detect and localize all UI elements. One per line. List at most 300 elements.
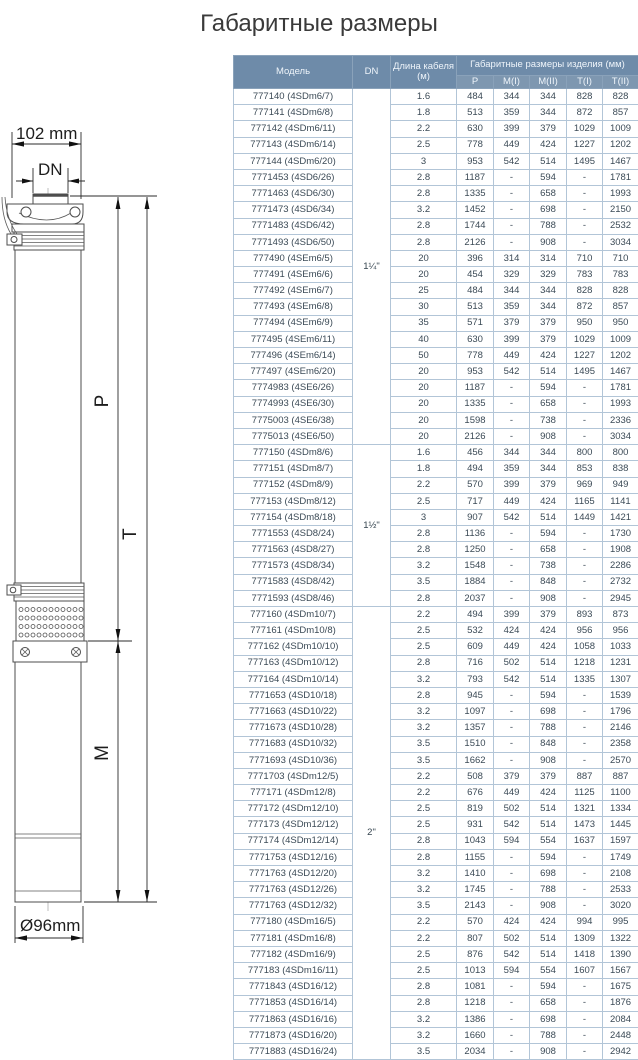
dim-value-cell: 514: [530, 671, 567, 687]
dim-value-cell: -: [494, 412, 530, 428]
dim-value-cell: 449: [494, 137, 530, 153]
dim-value-cell: 1009: [603, 121, 638, 137]
table-row: [234, 946, 638, 962]
dim-value-cell: 1598: [457, 412, 494, 428]
dim-value-cell: 949: [603, 477, 638, 493]
model-cell: 7771863 (4SD16/16): [234, 1011, 353, 1027]
model-cell: 777183 (4SDm16/11): [234, 963, 353, 979]
t-dimension: [120, 197, 149, 902]
dim-value-cell: -: [494, 574, 530, 590]
dim-value-cell: 1165: [567, 493, 603, 509]
dim-value-cell: 1607: [567, 963, 603, 979]
model-cell: 777143 (4SDm6/14): [234, 137, 353, 153]
dim-value-cell: 800: [603, 445, 638, 461]
cable-length-cell: 3.5: [391, 574, 457, 590]
dim-value-cell: -: [567, 186, 603, 202]
dim-value-cell: 931: [457, 817, 494, 833]
dim-value-cell: 994: [567, 914, 603, 930]
dim-value-cell: 1227: [567, 137, 603, 153]
dim-value-cell: 344: [530, 299, 567, 315]
dim-value-cell: 1418: [567, 946, 603, 962]
dim-value-cell: 379: [530, 768, 567, 784]
model-cell: 777496 (4SEm6/14): [234, 348, 353, 364]
table-row: [234, 186, 638, 202]
model-cell: 7771763 (4SD12/26): [234, 882, 353, 898]
dim-value-cell: 969: [567, 477, 603, 493]
dim-value-cell: 1749: [603, 849, 638, 865]
model-cell: 7771663 (4SD10/22): [234, 704, 353, 720]
model-cell: 7774993 (4SE6/30): [234, 396, 353, 412]
dim-value-cell: -: [567, 412, 603, 428]
dim-value-cell: 449: [494, 785, 530, 801]
dim-value-cell: 2945: [603, 590, 638, 606]
model-cell: 7775013 (4SE6/50): [234, 428, 353, 444]
table-row: [234, 720, 638, 736]
lower-cable-guard: [7, 583, 84, 601]
table-row: [234, 590, 638, 606]
dim-value-cell: -: [567, 1027, 603, 1043]
table-row: [234, 396, 638, 412]
table-row: [234, 1011, 638, 1027]
table-row: [234, 461, 638, 477]
dim-value-cell: 1993: [603, 396, 638, 412]
dim-value-cell: -: [494, 428, 530, 444]
model-cell: 7771673 (4SD10/28): [234, 720, 353, 736]
table-row: [234, 153, 638, 169]
dim-value-cell: 1136: [457, 526, 494, 542]
dim-value-cell: 424: [530, 348, 567, 364]
table-row: [234, 509, 638, 525]
dim-value-cell: 379: [530, 477, 567, 493]
dim-value-cell: -: [494, 866, 530, 882]
model-cell: 777150 (4SDm8/6): [234, 445, 353, 461]
dim-value-cell: 1187: [457, 380, 494, 396]
table-row: [234, 283, 638, 299]
dim-value-cell: 379: [494, 768, 530, 784]
cable-length-cell: 2.8: [391, 590, 457, 606]
dim-value-cell: 1744: [457, 218, 494, 234]
model-cell: 7774983 (4SE6/26): [234, 380, 353, 396]
dim-value-cell: 508: [457, 768, 494, 784]
dim-value-cell: 1410: [457, 866, 494, 882]
cable-length-cell: 2.2: [391, 768, 457, 784]
dim-value-cell: 1322: [603, 930, 638, 946]
col-header-cable-length: Длина кабеля (м): [391, 56, 457, 89]
cable-length-cell: 2.5: [391, 801, 457, 817]
dim-value-cell: 1307: [603, 671, 638, 687]
dim-value-cell: 399: [494, 331, 530, 347]
cable-length-cell: 3.2: [391, 866, 457, 882]
dim-value-cell: 828: [603, 283, 638, 299]
dim-value-cell: 424: [530, 639, 567, 655]
dim-value-cell: 828: [567, 89, 603, 105]
cable-length-cell: 2.8: [391, 169, 457, 185]
dim-value-cell: 1548: [457, 558, 494, 574]
dim-value-cell: -: [494, 1011, 530, 1027]
dim-value-cell: 542: [494, 946, 530, 962]
dim-value-cell: 1335: [457, 396, 494, 412]
dim-value-cell: 1473: [567, 817, 603, 833]
dim-value-cell: 658: [530, 542, 567, 558]
cable-length-cell: 2.2: [391, 914, 457, 930]
dim-value-cell: -: [494, 526, 530, 542]
table-row: [234, 866, 638, 882]
cable-length-cell: 30: [391, 299, 457, 315]
table-row: [234, 137, 638, 153]
dim-value-cell: 1908: [603, 542, 638, 558]
dim-value-cell: 658: [530, 186, 567, 202]
dim-value-cell: 908: [530, 898, 567, 914]
model-cell: 7771553 (4SD8/24): [234, 526, 353, 542]
dim-value-cell: 542: [494, 671, 530, 687]
dim-value-cell: 542: [494, 509, 530, 525]
dim-value-cell: 953: [457, 364, 494, 380]
page-title: Габаритные размеры: [0, 10, 638, 38]
model-cell: 777153 (4SDm8/12): [234, 493, 353, 509]
dim-value-cell: 658: [530, 396, 567, 412]
model-cell: 7771763 (4SD12/20): [234, 866, 353, 882]
model-cell: 777495 (4SEm6/11): [234, 331, 353, 347]
table-row: [234, 493, 638, 509]
model-cell: 7771683 (4SD10/32): [234, 736, 353, 752]
dim-value-cell: 1009: [603, 331, 638, 347]
dim-value-cell: 1250: [457, 542, 494, 558]
dim-value-cell: 513: [457, 299, 494, 315]
dim-value-cell: 2084: [603, 1011, 638, 1027]
dim-value-cell: 2146: [603, 720, 638, 736]
table-row: [234, 542, 638, 558]
dim-value-cell: 788: [530, 218, 567, 234]
dim-value-cell: 502: [494, 801, 530, 817]
dim-value-cell: 1202: [603, 348, 638, 364]
dim-value-cell: 344: [530, 461, 567, 477]
dim-value-cell: 542: [494, 817, 530, 833]
dim-value-cell: -: [567, 849, 603, 865]
dim-value-cell: 424: [530, 785, 567, 801]
dim-value-cell: 738: [530, 558, 567, 574]
table-row: [234, 348, 638, 364]
dim-value-cell: -: [494, 752, 530, 768]
dim-value-cell: 542: [494, 364, 530, 380]
table-row: [234, 477, 638, 493]
dim-value-cell: 3034: [603, 428, 638, 444]
table-row: [234, 574, 638, 590]
dim-value-cell: 1495: [567, 364, 603, 380]
dim-value-cell: 344: [494, 283, 530, 299]
dim-value-cell: 1510: [457, 736, 494, 752]
cable-length-cell: 2.5: [391, 639, 457, 655]
dim-value-cell: 1567: [603, 963, 638, 979]
dim-value-cell: 908: [530, 1044, 567, 1060]
dim-value-cell: 1309: [567, 930, 603, 946]
cable-length-cell: 2.2: [391, 607, 457, 623]
cable-length-cell: 3.2: [391, 202, 457, 218]
model-cell: 7771883 (4SD16/24): [234, 1044, 353, 1060]
cable-length-cell: 50: [391, 348, 457, 364]
dim-value-cell: 630: [457, 121, 494, 137]
t-dimension-label: T: [120, 528, 141, 540]
dim-value-cell: 1467: [603, 153, 638, 169]
table-row: [234, 882, 638, 898]
dim-value-cell: 594: [530, 169, 567, 185]
col-header-ti: T(I): [567, 76, 603, 89]
cable-length-cell: 1.8: [391, 105, 457, 121]
dim-value-cell: -: [494, 542, 530, 558]
dim-value-cell: 484: [457, 283, 494, 299]
motor-body: [15, 662, 81, 902]
dim-value-cell: 514: [530, 817, 567, 833]
dim-value-cell: 379: [494, 315, 530, 331]
dim-value-cell: 1539: [603, 687, 638, 703]
model-cell: 7771703 (4SDm12/5): [234, 768, 353, 784]
cable-length-cell: 2.5: [391, 946, 457, 962]
dim-value-cell: 344: [530, 89, 567, 105]
cable-length-cell: 3.5: [391, 898, 457, 914]
dim-value-cell: 344: [530, 105, 567, 121]
dim-value-cell: -: [567, 218, 603, 234]
cable-length-cell: 2.8: [391, 849, 457, 865]
upper-cable-guard: [7, 232, 84, 250]
dim-value-cell: 514: [530, 509, 567, 525]
dn-cell: 1¼": [353, 89, 391, 445]
table-row: [234, 250, 638, 266]
dim-value-cell: 1745: [457, 882, 494, 898]
dim-value-cell: 502: [494, 655, 530, 671]
dim-value-cell: 907: [457, 509, 494, 525]
table-row: [234, 445, 638, 461]
dim-value-cell: 698: [530, 866, 567, 882]
model-cell: 777151 (4SDm8/7): [234, 461, 353, 477]
cable-length-cell: 2.2: [391, 930, 457, 946]
table-row: [234, 1044, 638, 1060]
model-cell: 7771653 (4SD10/18): [234, 687, 353, 703]
table-row: [234, 849, 638, 865]
m-dimension-label: M: [92, 745, 113, 761]
dim-value-cell: 314: [530, 250, 567, 266]
col-header-mii: M(II): [530, 76, 567, 89]
dim-value-cell: 514: [530, 655, 567, 671]
cable-length-cell: 2.5: [391, 137, 457, 153]
dim-value-cell: 494: [457, 607, 494, 623]
dim-value-cell: 1218: [567, 655, 603, 671]
diameter-dimension: [15, 906, 83, 943]
dim-value-cell: 945: [457, 687, 494, 703]
dim-value-cell: 893: [567, 607, 603, 623]
dim-value-cell: 609: [457, 639, 494, 655]
dim-value-cell: 2448: [603, 1027, 638, 1043]
dim-value-cell: 848: [530, 574, 567, 590]
model-cell: 777181 (4SDm16/8): [234, 930, 353, 946]
dim-value-cell: -: [567, 574, 603, 590]
table-row: [234, 202, 638, 218]
cable-length-cell: 20: [391, 250, 457, 266]
dim-value-cell: 514: [530, 946, 567, 962]
dim-value-cell: 716: [457, 655, 494, 671]
model-cell: 7771593 (4SD8/46): [234, 590, 353, 606]
table-row: [234, 785, 638, 801]
cable-length-cell: 2.5: [391, 623, 457, 639]
dim-value-cell: 2358: [603, 736, 638, 752]
col-header-dn: DN: [353, 56, 391, 89]
dim-value-cell: -: [567, 736, 603, 752]
dim-value-cell: 1231: [603, 655, 638, 671]
dim-value-cell: 2126: [457, 428, 494, 444]
dim-value-cell: 2037: [457, 590, 494, 606]
dn-dimension-label: DN: [38, 160, 63, 179]
cable-length-cell: 35: [391, 315, 457, 331]
dim-value-cell: 2732: [603, 574, 638, 590]
dim-value-cell: 908: [530, 752, 567, 768]
cable-length-cell: 3.2: [391, 882, 457, 898]
model-cell: 777154 (4SDm8/18): [234, 509, 353, 525]
dim-value-cell: -: [567, 752, 603, 768]
dim-value-cell: 630: [457, 331, 494, 347]
dim-value-cell: 908: [530, 590, 567, 606]
table-row: [234, 380, 638, 396]
table-row: [234, 752, 638, 768]
dim-value-cell: 1445: [603, 817, 638, 833]
dim-value-cell: 594: [530, 526, 567, 542]
table-row: [234, 995, 638, 1011]
model-cell: 777174 (4SDm12/14): [234, 833, 353, 849]
dim-value-cell: 1187: [457, 169, 494, 185]
model-cell: 777164 (4SDm10/14): [234, 671, 353, 687]
dim-value-cell: 594: [530, 979, 567, 995]
model-cell: 777182 (4SDm16/9): [234, 946, 353, 962]
dim-value-cell: -: [567, 882, 603, 898]
table-row: [234, 979, 638, 995]
dim-value-cell: 2533: [603, 882, 638, 898]
dim-value-cell: 594: [530, 687, 567, 703]
cable-length-cell: 2.5: [391, 817, 457, 833]
dim-value-cell: 570: [457, 477, 494, 493]
dim-value-cell: 676: [457, 785, 494, 801]
dim-value-cell: -: [494, 558, 530, 574]
dim-value-cell: 848: [530, 736, 567, 752]
table-row: [234, 299, 638, 315]
dim-value-cell: 953: [457, 153, 494, 169]
cable-length-cell: 2.5: [391, 963, 457, 979]
dim-value-cell: 1335: [567, 671, 603, 687]
cable-length-cell: 3.5: [391, 752, 457, 768]
col-header-dims-group: Габаритные размеры изделия (мм): [457, 56, 638, 76]
cable-length-cell: 1.6: [391, 89, 457, 105]
col-header-tii: T(II): [603, 76, 638, 89]
dim-value-cell: 956: [567, 623, 603, 639]
cable-length-cell: 20: [391, 396, 457, 412]
dim-value-cell: 1029: [567, 331, 603, 347]
dim-value-cell: 329: [530, 267, 567, 283]
cable-length-cell: 1.8: [391, 461, 457, 477]
p-m-dimension: [92, 197, 120, 902]
dim-value-cell: 698: [530, 202, 567, 218]
cable-length-cell: 20: [391, 364, 457, 380]
dim-value-cell: -: [567, 202, 603, 218]
dim-value-cell: -: [567, 542, 603, 558]
dim-value-cell: 887: [567, 768, 603, 784]
dim-value-cell: -: [567, 720, 603, 736]
table-row: [234, 914, 638, 930]
dim-value-cell: 2150: [603, 202, 638, 218]
dim-value-cell: 532: [457, 623, 494, 639]
dim-value-cell: 594: [494, 963, 530, 979]
cable-length-cell: 2.8: [391, 655, 457, 671]
cable-length-cell: 2.8: [391, 186, 457, 202]
dim-value-cell: 379: [530, 607, 567, 623]
dim-value-cell: -: [567, 995, 603, 1011]
dim-value-cell: -: [494, 234, 530, 250]
cable-length-cell: 3: [391, 153, 457, 169]
table-row: [234, 898, 638, 914]
table-row: [234, 558, 638, 574]
dim-value-cell: 1449: [567, 509, 603, 525]
dim-value-cell: -: [494, 396, 530, 412]
cable-length-cell: 20: [391, 412, 457, 428]
dim-value-cell: 1660: [457, 1027, 494, 1043]
dim-value-cell: 710: [567, 250, 603, 266]
table-row: [234, 768, 638, 784]
dim-value-cell: 956: [603, 623, 638, 639]
dim-value-cell: 698: [530, 1011, 567, 1027]
cable-length-cell: 1.6: [391, 445, 457, 461]
dim-value-cell: -: [494, 704, 530, 720]
dim-value-cell: 2336: [603, 412, 638, 428]
model-cell: 7771873 (4SD16/20): [234, 1027, 353, 1043]
dim-value-cell: 857: [603, 299, 638, 315]
table-row: [234, 89, 638, 105]
dim-value-cell: 424: [530, 914, 567, 930]
model-cell: 777140 (4SDm6/7): [234, 89, 353, 105]
dim-value-cell: 1390: [603, 946, 638, 962]
dim-value-cell: 1321: [567, 801, 603, 817]
dim-value-cell: 1796: [603, 704, 638, 720]
dim-value-cell: 359: [494, 105, 530, 121]
model-cell: 7771573 (4SD8/34): [234, 558, 353, 574]
table-row: [234, 963, 638, 979]
dim-value-cell: 1884: [457, 574, 494, 590]
dim-value-cell: 1013: [457, 963, 494, 979]
dim-value-cell: -: [567, 866, 603, 882]
dim-value-cell: 1125: [567, 785, 603, 801]
dim-value-cell: 424: [530, 623, 567, 639]
dim-value-cell: 2286: [603, 558, 638, 574]
dim-value-cell: -: [567, 526, 603, 542]
dim-value-cell: -: [494, 202, 530, 218]
dim-value-cell: 2570: [603, 752, 638, 768]
model-cell: 777161 (4SDm10/8): [234, 623, 353, 639]
dim-value-cell: -: [494, 1044, 530, 1060]
table-row: [234, 655, 638, 671]
dim-value-cell: 872: [567, 105, 603, 121]
cable-length-cell: 3.2: [391, 558, 457, 574]
dim-value-cell: 454: [457, 267, 494, 283]
table-row: [234, 218, 638, 234]
dim-value-cell: 449: [494, 639, 530, 655]
dim-value-cell: -: [567, 396, 603, 412]
dim-value-cell: 872: [567, 299, 603, 315]
model-cell: 777491 (4SEm6/6): [234, 267, 353, 283]
dim-value-cell: 399: [494, 121, 530, 137]
model-cell: 7771753 (4SD12/16): [234, 849, 353, 865]
dim-value-cell: 1334: [603, 801, 638, 817]
cable-length-cell: 2.8: [391, 979, 457, 995]
dim-value-cell: 1097: [457, 704, 494, 720]
dim-value-cell: 995: [603, 914, 638, 930]
dim-value-cell: -: [494, 882, 530, 898]
dim-value-cell: 359: [494, 461, 530, 477]
model-cell: 777144 (4SDm6/20): [234, 153, 353, 169]
dim-value-cell: -: [494, 590, 530, 606]
